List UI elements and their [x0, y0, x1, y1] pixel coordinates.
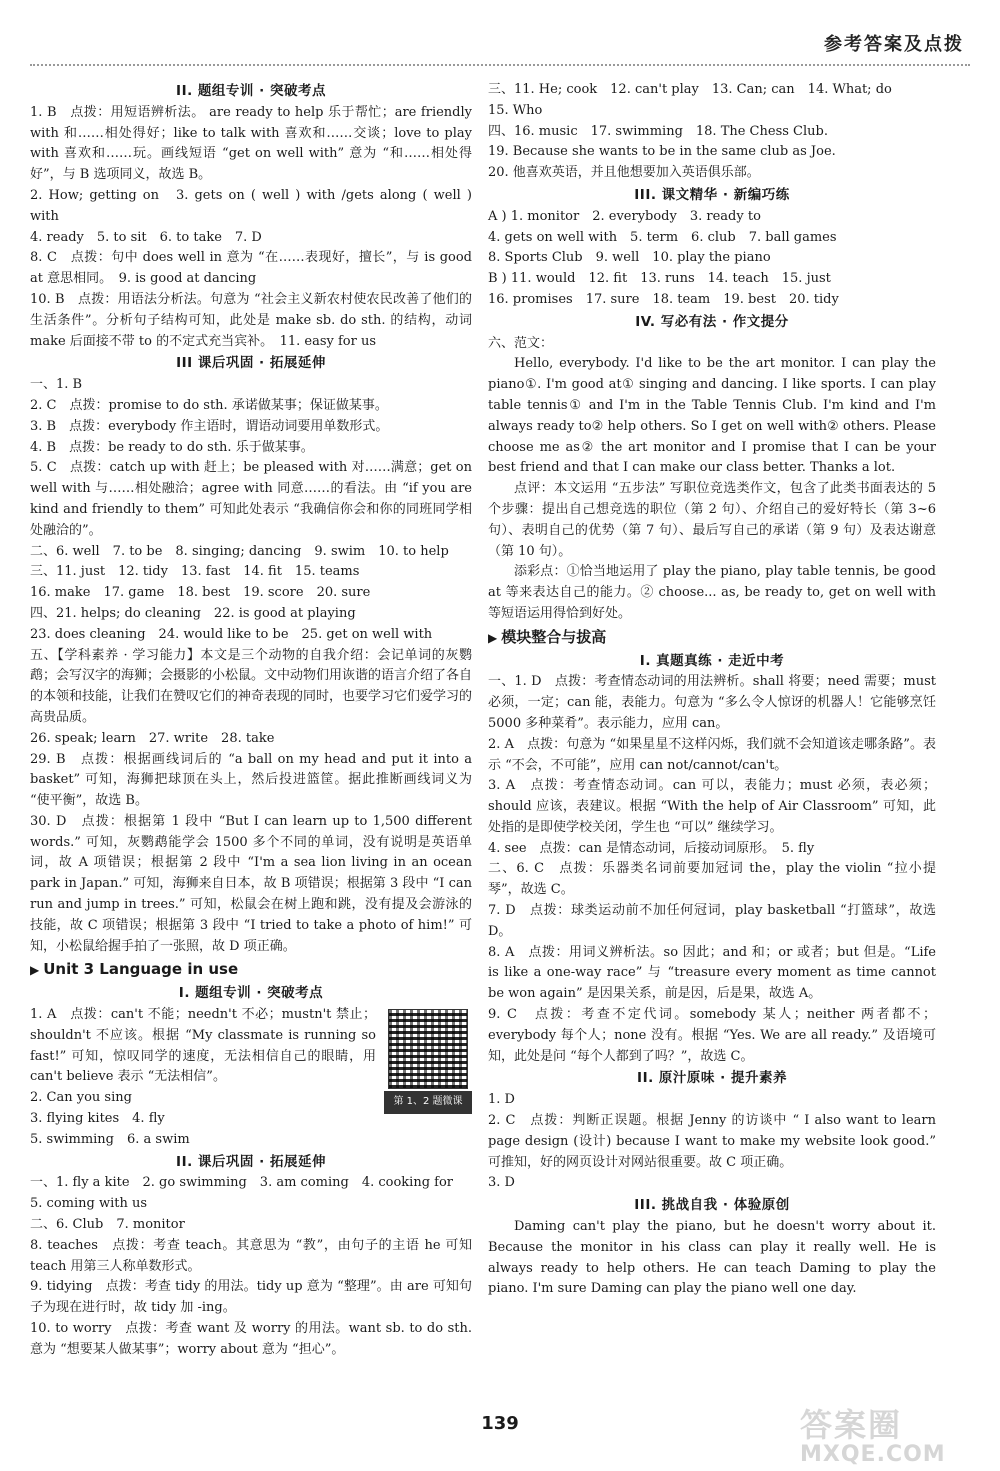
triangle-bullet-icon: ▶	[488, 630, 498, 645]
page-number: 139	[481, 1413, 519, 1434]
page-header-title: 参考答案及点拨	[824, 34, 964, 55]
answer-line: 19. Because she wants to be in the same club as Joe.	[488, 144, 836, 160]
answer-line: B ) 11. would 12. fit 13. runs 14. teach 15. just	[488, 271, 831, 287]
watermark-cn: 答案圈	[800, 1406, 903, 1444]
unit-heading-text: 模块整合与拔高	[501, 627, 607, 646]
answer-paragraph: 添彩点：①恰当地运用了 play the piano, play table tennis, be good at 等来表达自己的能力。② choose... as, be ready to, get on well with 等短语运用得恰到好处。	[488, 564, 936, 621]
answer-line: A ) 1. monitor 2. everybody 3. ready to	[488, 208, 761, 224]
answer-line: 4. ready 5. to sit 6. to take 7. D	[30, 229, 262, 245]
answer-line: 一、1. B	[30, 377, 83, 393]
answer-line: 3. D	[488, 1175, 515, 1191]
answer-paragraph: Hello, everybody. I'd like to be the art monitor. I can play the piano①. I'm good at① singing and dancing. I like sports. I can play table tennis① and I'm in the Table Tennis Club. I'm kind and I'm always ready to② help others. So I get on well with② others. Please choose me as② the art monitor and I promise that I can be your best friend and that I can make our class better. Thanks a lot.	[488, 356, 936, 476]
left-column	[30, 80, 472, 1361]
answer-line: 1. B 点拨：用短语辨析法。 are ready to help 乐于帮忙；are friendly with 和……相处得好；like to talk with 喜欢和……交谈；love to play with 喜欢和……玩。画线短语 “get on well with” 意为 “和……相处得好”，与 B 选项同义，故选 B。	[30, 104, 472, 183]
qr-code-icon[interactable]	[388, 1009, 468, 1089]
answer-line: 20. 他喜欢英语，并且他想要加入英语俱乐部。	[488, 165, 760, 181]
answer-line: 8. teaches 点拨：考查 teach。其意思为 “教”，由句子的主语 he 可知 teach 用第三人称单数形式。	[30, 1237, 472, 1274]
section-heading: II. 课后巩固 · 拓展延伸	[176, 1153, 326, 1170]
answer-line: 六、范文：	[488, 335, 554, 351]
answer-line: 15. Who	[488, 102, 543, 118]
unit-heading-text: Unit 3 Language in use	[43, 960, 239, 979]
answer-line: 二、6. Club 7. monitor	[30, 1217, 185, 1233]
answer-line: 16. promises 17. sure 18. team 19. best 20. tidy	[488, 291, 839, 307]
answer-line: 7. D 点拨：球类运动前不加任何冠词，play basketball “打篮球”，故选 D。	[488, 903, 936, 939]
answer-line: 10. to worry 点拨：考查 want 及 worry 的用法。want sb. to do sth. 意为 “想要某人做某事”；worry about 意为 “担心”。	[30, 1321, 472, 1357]
watermark-logo	[800, 1400, 990, 1470]
answer-line: 2. C 点拨：判断正误题。根据 Jenny 的访谈中 “ I also want to learn page design (设计) because I want to make my website look good.” 可推知，好的网页设计对网站很重要。故 C 项正确。	[488, 1113, 936, 1170]
header-divider	[30, 64, 970, 66]
answer-line: 26. speak; learn 27. write 28. take	[30, 730, 275, 746]
answer-line: 8. Sports Club 9. well 10. play the piano	[488, 250, 771, 266]
answer-line: 2. How; getting on 3. gets on ( well ) with /gets along ( well ) with	[30, 187, 472, 224]
answer-line: 3. A 点拨：考查情态动词。can 可以，表能力；must 必须，表必须；should 应该，表建议。根据 “With the help of Air Classroom” 可知，此处指的是即使学校关闭，学生也 “可以” 继续学习。	[488, 778, 936, 835]
answer-line: 8. C 点拨：句中 does well in 意为 “在……表现好，擅长”，与 is good at 意思相同。 9. is good at dancing	[30, 250, 472, 287]
unit-heading	[30, 959, 472, 981]
answer-line: 1. A 点拨：can't 不能；needn't 不必；mustn't 禁止；shouldn't 不应该。根据 “My classmate is running so fast!” 可知，惊叹同学的速度，无法相信自己的眼睛，用 can't believe 表示 “无法相信”。	[30, 1007, 376, 1085]
answer-line: 四、16. music 17. swimming 18. The Chess Club.	[488, 123, 828, 139]
triangle-bullet-icon: ▶	[30, 963, 40, 978]
answer-line: 2. C 点拨：promise to do sth. 承诺做某事；保证做某事。	[30, 397, 388, 413]
qr-code[interactable]	[384, 1009, 472, 1114]
answer-line: 4. B 点拨：be ready to do sth. 乐于做某事。	[30, 439, 314, 455]
answer-line: 23. does cleaning 24. would like to be 25. get on well with	[30, 626, 433, 642]
answer-line: 4. see 点拨：can 是情态动词，后接动词原形。 5. fly	[488, 840, 815, 856]
section-heading: III. 课文精华 · 新编巧练	[634, 186, 790, 203]
answer-line: 四、21. helps; do cleaning 22. is good at playing	[30, 605, 356, 621]
answer-line: 一、1. D 点拨：考查情态动词的用法辨析。shall 将要；need 需要；must 必须，一定；can 能，表能力。句意为 “多么令人惊讶的机器人！它能够烹饪 5000 多种菜肴”。表示能力，应用 can。	[488, 674, 936, 731]
answer-line: 4. gets on well with 5. term 6. club 7. ball games	[488, 229, 837, 245]
section-heading: II. 原汁原味 · 提升素养	[637, 1070, 787, 1087]
answer-paragraph: 点评：本文运用 “五步法” 写职位竞选类作文，包含了此类书面表达的 5 个步骤：提出自己想竞选的职位（第 2 句）、介绍自己的爱好特长（第 3~6 句）、表明自己的优势（第 7 句）、最后写自己的承诺（第 9 句）及表达谢意（第 10 句）。	[488, 481, 936, 559]
answer-line: 5. swimming 6. a swim	[30, 1131, 190, 1147]
answer-line: 2. A 点拨：句意为 “如果星星不这样闪烁，我们就不会知道该走哪条路”。表示 “不会，不可能”，应用 can not/cannot/can't。	[488, 736, 936, 773]
watermark-en: MXQE.COM	[800, 1442, 946, 1467]
answer-line: 29. B 点拨：根据画线词后的 “a ball on my head and put it into a basket” 可知，海狮把球顶在头上，然后投进篮筐。据此推断画线词义为 “使平衡”，故选 B。	[30, 751, 472, 809]
answer-line: 9. tidying 点拨：考查 tidy 的用法。tidy up 意为 “整理”。由 are 可知句子为现在进行时，故 tidy 加 -ing。	[30, 1279, 472, 1316]
qr-code-label: 第 1、2 题微课	[384, 1091, 472, 1114]
answer-line: 5. C 点拨：catch up with 赶上；be pleased with 对……满意；get on well with 与……相处融洽；agree with 同意……的看法。由 “if you are kind and friendly to them” 可知此处表示 “我确信你会和你的同班同学相处融洽的”。	[30, 460, 472, 538]
unit-heading	[488, 627, 936, 649]
answer-line: 8. A 点拨：用词义辨析法。so 因此；and 和；or 或者；but 但是。“Life is like a one-way race” 与 “treasure every moment as time cannot be won again” 是因果关系，前是因，后是果，故选 A。	[488, 944, 936, 1002]
answer-line: 3. B 点拨：everybody 作主语时，谓语动词要用单数形式。	[30, 418, 389, 434]
answer-line: 二、6. C 点拨：乐器类名词前要加冠词 the，play the violin “拉小提琴”，故选 C。	[488, 861, 936, 898]
answer-line: 3. flying kites 4. fly	[30, 1111, 165, 1127]
answer-line: 5. coming with us	[30, 1196, 148, 1212]
section-heading: IV. 写必有法 · 作文提分	[635, 313, 789, 330]
section-heading: I. 题组专训 · 突破考点	[178, 985, 324, 1002]
section-heading: I. 真题真练 · 走近中考	[639, 652, 785, 669]
answer-line: 9. C 点拨：考查不定代词。somebody 某人；neither 两者都不；everybody 每个人；none 没有。根据 “Yes. We are all ready.” 及语境可知，此处是问 “每个人都到了吗？”，故选 C。	[488, 1007, 936, 1064]
answer-line: 1. D	[488, 1092, 515, 1108]
section-heading: III 课后巩固 · 拓展延伸	[176, 355, 326, 372]
answer-line: 二、6. well 7. to be 8. singing; dancing 9. swim 10. to help	[30, 543, 449, 559]
answer-line: 16. make 17. game 18. best 19. score 20. sure	[30, 585, 371, 601]
answer-line: 一、1. fly a kite 2. go swimming 3. am coming 4. cooking for	[30, 1175, 454, 1191]
answer-line: 2. Can you sing	[30, 1090, 132, 1106]
answer-line: 10. B 点拨：用语法分析法。句意为 “社会主义新农村使农民改善了他们的生活条件”。分析句子结构可知，此处是 make sb. do sth. 的结构，动词 make 后面接不带 to 的不定式充当宾补。 11. easy for us	[30, 291, 472, 349]
section-heading: III. 挑战自我 · 体验原创	[634, 1197, 790, 1214]
answer-line: 五、【学科素养 · 学习能力】本文是三个动物的自我介绍：会记单词的灰鹦鹉；会写汉字的海狮；会摄影的小松鼠。文中动物们用诙谐的语言介绍了各自的本领和技能，让我们在赞叹它们的神奇表现的同时，也要学习它们爱学习的高贵品质。	[30, 647, 473, 725]
answer-paragraph: Daming can't play the piano, but he doesn't worry about it. Because the monitor in his class can play it really well. He is always ready to help others. He can teach Daming to play the piano. I'm sure Daming can play the piano well one day.	[488, 1219, 936, 1297]
answer-line: 30. D 点拨：根据第 1 段中 “But I can learn up to 1,500 different words.” 可知，灰鹦鹉能学会 1500 多个不同的单词，没有说明是英语单词，故 A 项错误；根据第 2 段中 “I'm a sea lion living in an ocean park in Japan.” 可知，海狮来自日本，故 B 项错误；根据第 3 段中 “I can run and jump in trees.” 可知，松鼠会在树上跑和跳，没有提及会游泳的技能，故 C 项错误；根据第 3 段中 “I tried to take a photo of him!” 可知，小松鼠给握手拍了一张照，故 D 项正确。	[30, 813, 472, 954]
answer-line: 三、11. He; cook 12. can't play 13. Can; can 14. What; do	[488, 82, 892, 97]
right-column	[488, 80, 936, 1300]
answer-line: 三、11. just 12. tidy 13. fast 14. fit 15. teams	[30, 564, 360, 580]
section-heading: II. 题组专训 · 突破考点	[176, 83, 326, 99]
